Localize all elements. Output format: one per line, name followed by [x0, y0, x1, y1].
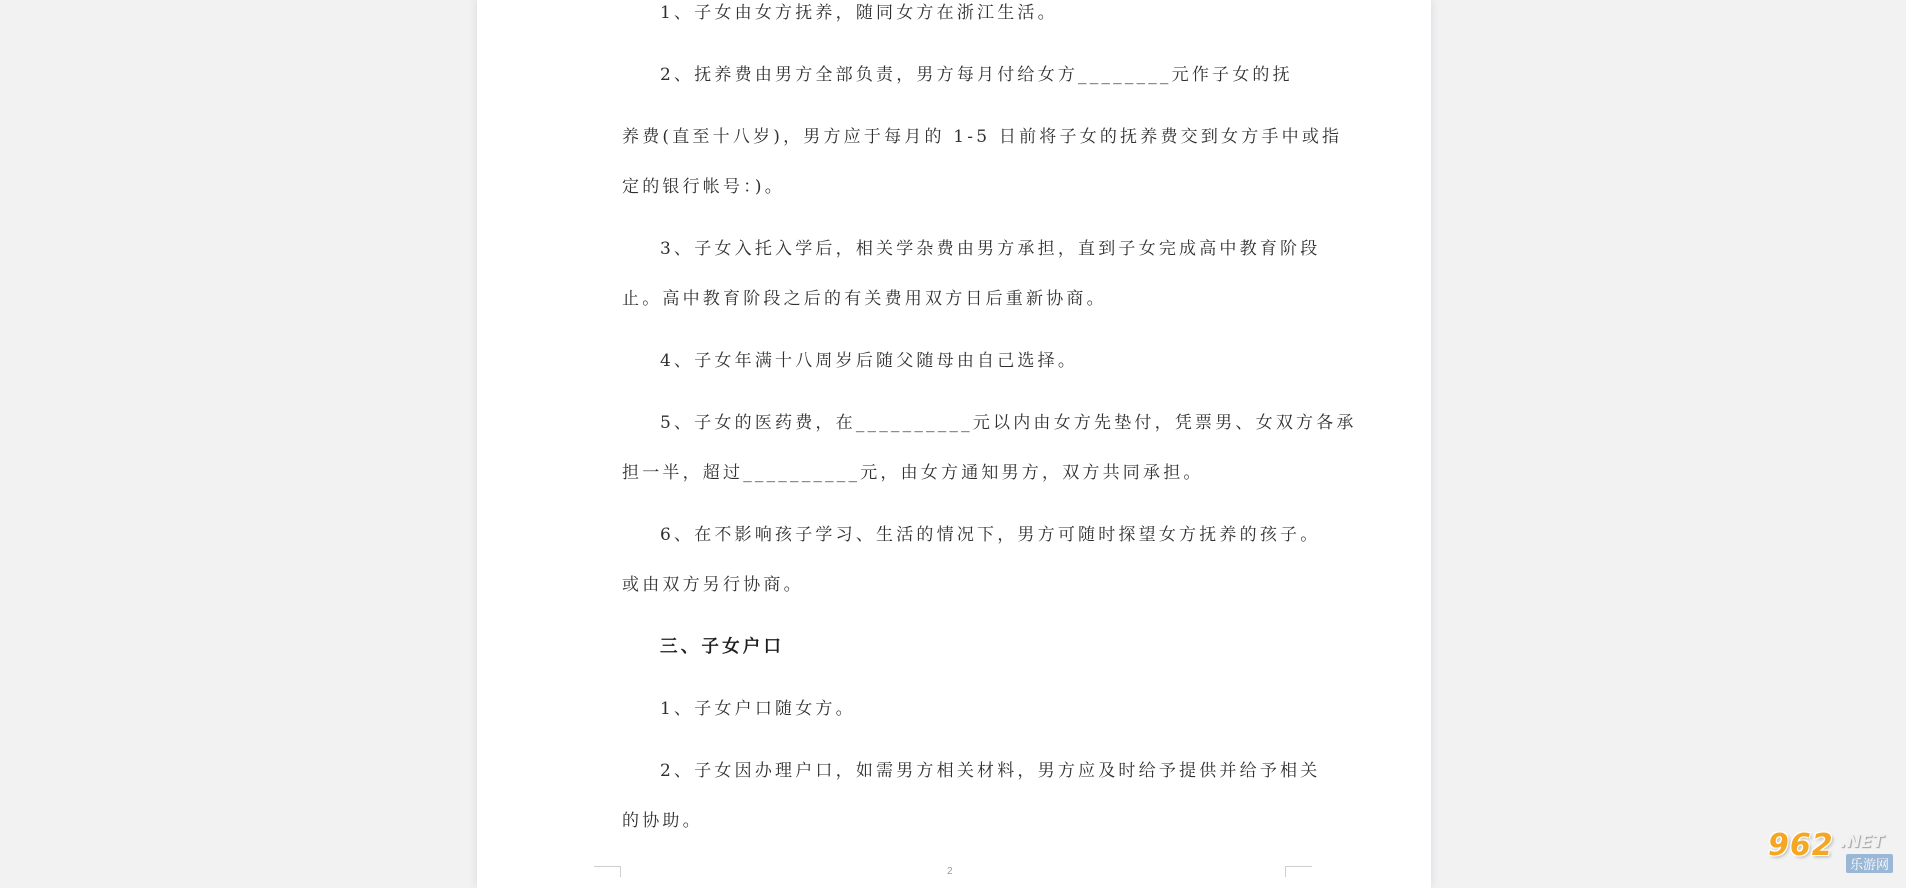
paragraph-hukou-materials-line-2: 的协助。: [622, 811, 703, 831]
paragraph-age-choice: 4、子女年满十八周岁后随父随母由自己选择。: [660, 351, 1079, 371]
watermark-sub-text: 乐游网: [1846, 854, 1893, 873]
paragraph-visitation-line-1: 6、在不影响孩子学习、生活的情况下，男方可随时探望女方抚养的孩子。: [660, 525, 1321, 545]
paragraph-support-fee-line-3: 定的银行帐号：)。: [622, 177, 785, 197]
crop-mark-right: [1285, 866, 1312, 877]
document-page: [477, 0, 1431, 888]
paragraph-hukou-materials-line-1: 2、子女因办理户口，如需男方相关材料，男方应及时给予提供并给予相关: [660, 761, 1321, 781]
paragraph-support-fee-line-1: 2、抚养费由男方全部负责，男方每月付给女方________元作子女的抚: [660, 65, 1293, 85]
paragraph-child-custody: 1、子女由女方抚养，随同女方在浙江生活。: [660, 3, 1058, 23]
page-number: 2: [947, 866, 953, 877]
paragraph-medical-fees-line-2: 担一半，超过__________元，由女方通知男方，双方共同承担。: [622, 463, 1204, 483]
paragraph-visitation-line-2: 或由双方另行协商。: [622, 575, 804, 595]
paragraph-school-fees-line-1: 3、子女入托入学后，相关学杂费由男方承担，直到子女完成高中教育阶段: [660, 239, 1321, 259]
section-heading-household-registration: 三、子女户口: [660, 637, 785, 657]
paragraph-hukou-follow-mother: 1、子女户口随女方。: [660, 699, 856, 719]
site-watermark-logo: [1768, 828, 1900, 876]
paragraph-medical-fees-line-1: 5、子女的医药费，在__________元以内由女方先垫付，凭票男、女双方各承: [660, 413, 1357, 433]
watermark-suffix-text: .NET: [1840, 832, 1884, 852]
paragraph-school-fees-line-2: 止。高中教育阶段之后的有关费用双方日后重新协商。: [622, 289, 1107, 309]
watermark-main-text: 962: [1768, 828, 1834, 863]
crop-mark-left: [594, 866, 621, 877]
paragraph-support-fee-line-2: 养费(直至十八岁)，男方应于每月的 1-5 日前将子女的抚养费交到女方手中或指: [622, 127, 1343, 147]
